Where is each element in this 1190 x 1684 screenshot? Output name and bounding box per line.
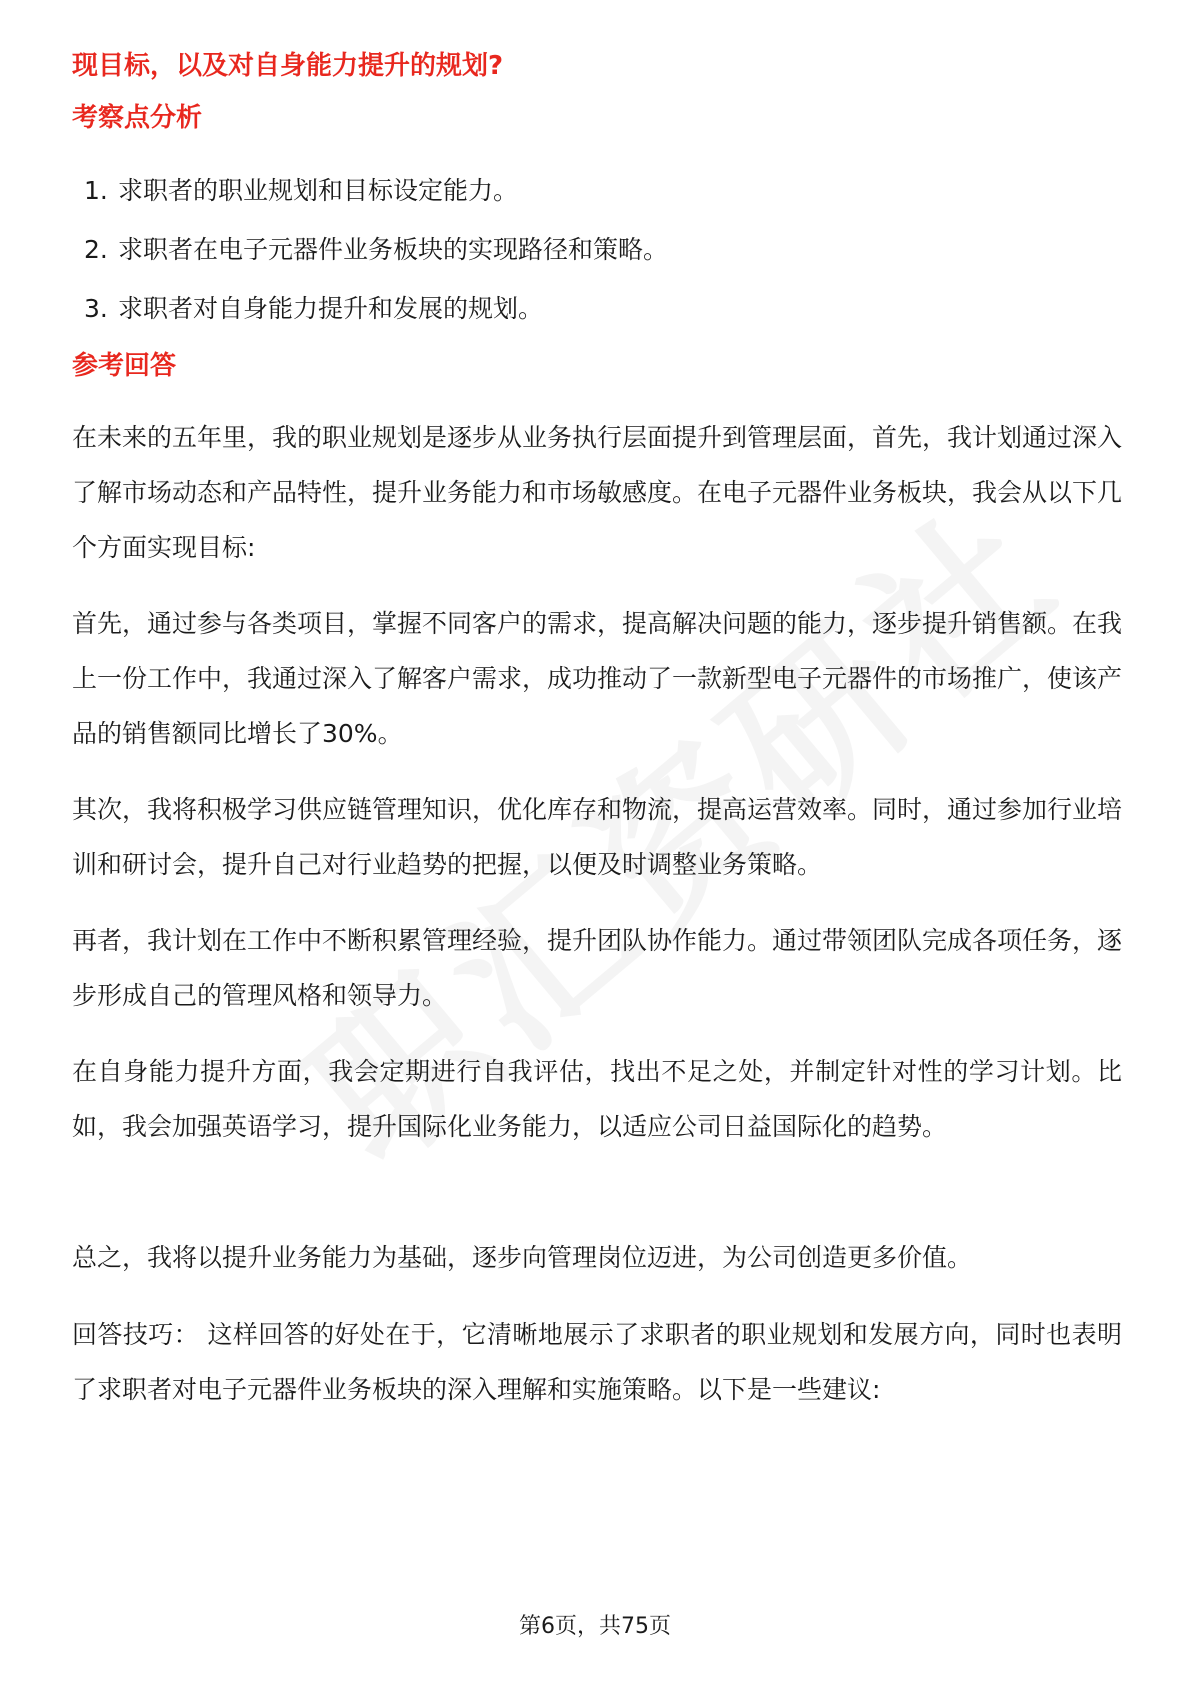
list-item-text: 求职者对自身能力提升和发展的规划。 [118, 294, 544, 323]
list-item [72, 174, 518, 208]
answer-paragraph-6: 总之，我将以提升业务能力为基础，逐步向管理岗位迈进，为公司创造更多价值。 [72, 1243, 973, 1272]
answer-paragraph-1: 在未来的五年里，我的职业规划是逐步从业务执行层面提升到管理层面，首先，我计划通过深入了解市场动态和产品特性，提升业务能力和市场敏感度。在电子元器件业务板块，我会从以下几个方面实现目标: [72, 423, 1123, 562]
analysis-heading: 考察点分析 [72, 103, 203, 133]
question-title-continued: 现目标，以及对自身能力提升的规划? [72, 51, 504, 81]
list-item-text: 求职者的职业规划和目标设定能力。 [118, 176, 519, 205]
list-item-number: 3. [84, 294, 108, 323]
answer-paragraph-3: 其次，我将积极学习供应链管理知识，优化库存和物流，提高运营效率。同时，通过参加行业培训和研讨会，提升自己对行业趋势的把握，以便及时调整业务策略。 [72, 795, 1123, 879]
answer-paragraph-5: 在自身能力提升方面，我会定期进行自我评估，找出不足之处，并制定针对性的学习计划。比如，我会加强英语学习，提升国际化业务能力，以适应公司日益国际化的趋势。 [72, 1057, 1122, 1141]
answer-tips-paragraph: 回答技巧： 这样回答的好处在于，它清晰地展示了求职者的职业规划和发展方向，同时也表明了求职者对电子元器件业务板块的深入理解和实施策略。以下是一些建议: [72, 1320, 1122, 1404]
page-number: 第6页，共75页 [519, 1614, 671, 1639]
answer-paragraph-2: 首先，通过参与各类项目，掌握不同客户的需求，提高解决问题的能力，逐步提升销售额。在我上一份工作中，我通过深入了解客户需求，成功推动了一款新型电子元器件的市场推广，使该产品的销售额同比增长了30%。 [72, 609, 1123, 748]
list-item [72, 292, 543, 326]
list-item-number: 2. [84, 235, 108, 264]
answer-heading: 参考回答 [72, 351, 177, 381]
list-item-number: 1. [84, 176, 108, 205]
list-item [72, 233, 668, 267]
list-item-text: 求职者在电子元器件业务板块的实现路径和策略。 [118, 235, 669, 264]
answer-paragraph-4: 再者，我计划在工作中不断积累管理经验，提升团队协作能力。通过带领团队完成各项任务，逐步形成自己的管理风格和领导力。 [72, 926, 1123, 1010]
